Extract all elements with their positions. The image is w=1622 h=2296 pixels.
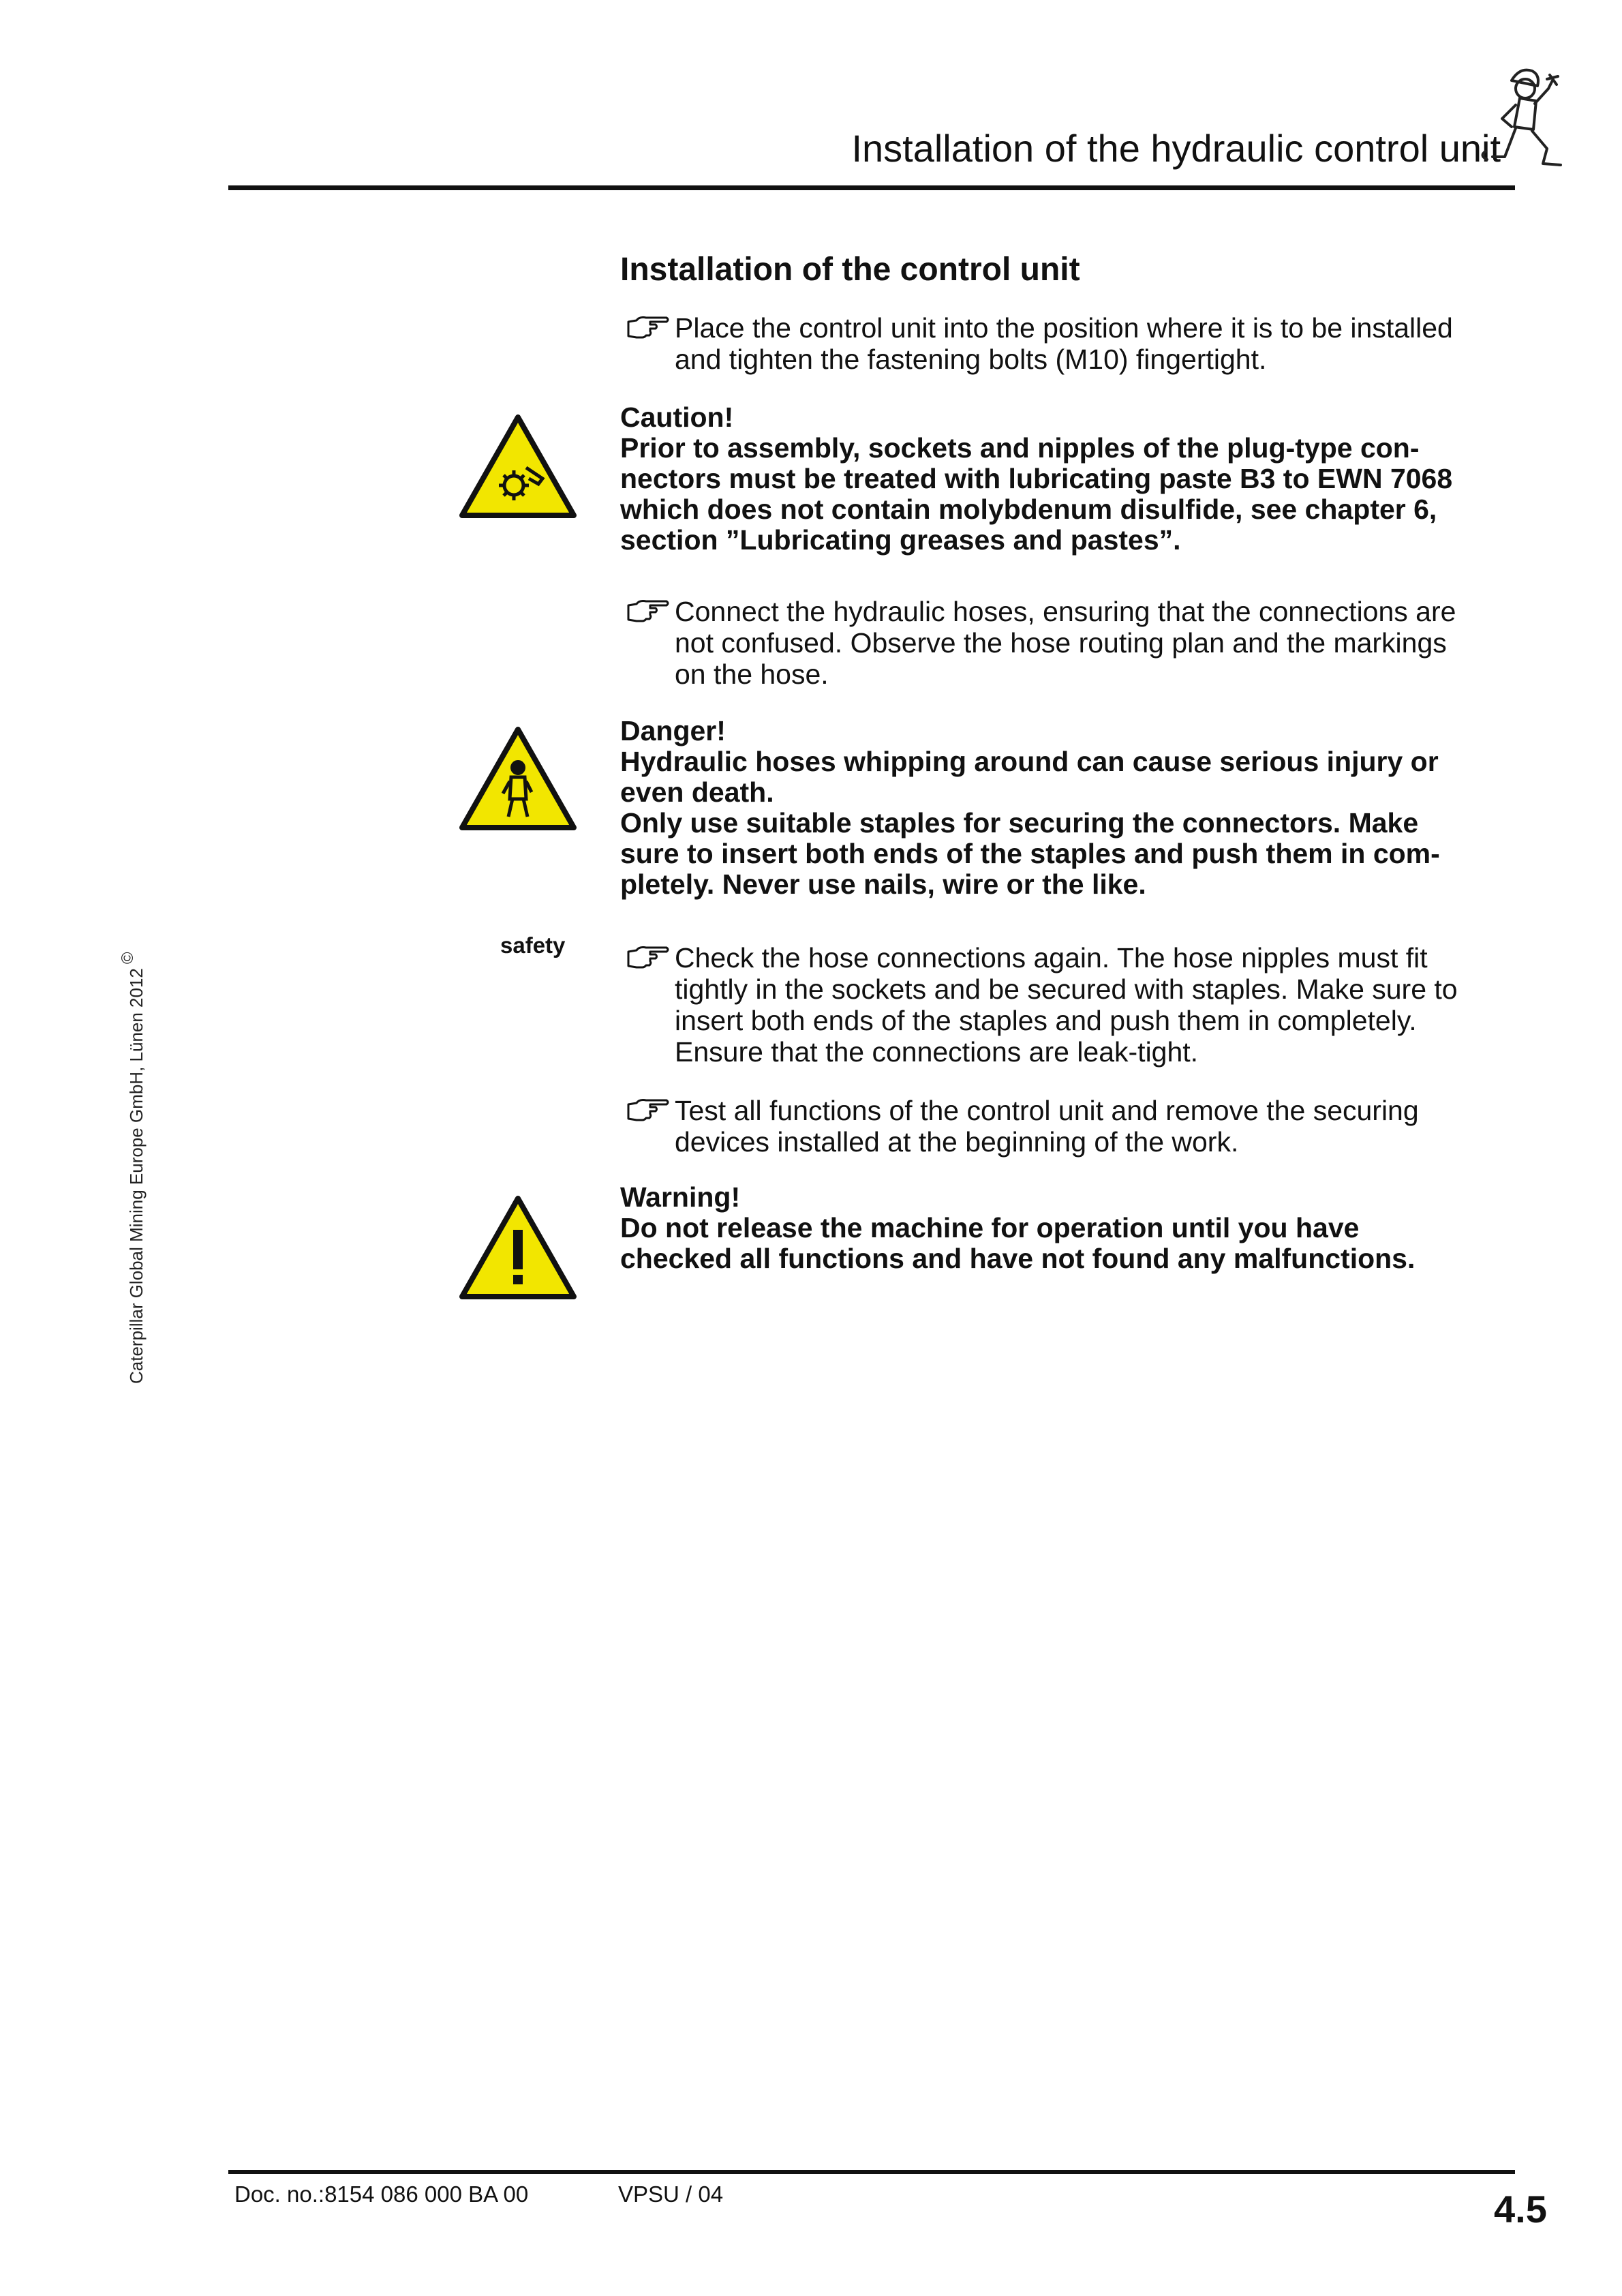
pointing-hand-icon xyxy=(626,314,671,341)
exclamation-hazard-icon xyxy=(458,1194,578,1301)
step-line: Place the control unit into the position where it is to be installed xyxy=(675,312,1453,344)
note-line: Caution! xyxy=(620,402,734,433)
note-line: pletely. Never use nails, wire or the like. xyxy=(620,868,1146,900)
step-line: Test all functions of the control unit and remove the securing xyxy=(675,1095,1419,1126)
note-line: sure to insert both ends of the staples and push them in com- xyxy=(620,838,1440,869)
step-line: on the hose. xyxy=(675,659,829,690)
step-line: Connect the hydraulic hoses, ensuring that the connections are xyxy=(675,596,1456,627)
note-line: nectors must be treated with lubricating paste B3 to EWN 7068 xyxy=(620,463,1453,494)
person-hazard-icon xyxy=(458,725,578,832)
gear-hand-hazard-icon xyxy=(458,413,578,519)
header-title: Installation of the hydraulic control unit xyxy=(851,127,1501,170)
header-rule xyxy=(228,185,1515,190)
note-line: Prior to assembly, sockets and nipples of the plug-type con- xyxy=(620,432,1420,464)
copyright-symbol: © xyxy=(119,952,137,965)
side-copyright xyxy=(119,952,147,1384)
step-line: Check the hose connections again. The hose nipples must fit xyxy=(675,942,1428,973)
note-line: checked all functions and have not found any malfunctions. xyxy=(620,1243,1416,1274)
mechanic-mascot-icon xyxy=(1472,61,1581,177)
step-line: tightly in the sockets and be secured with staples. Make sure to xyxy=(675,973,1458,1005)
warning-note xyxy=(620,1182,1533,1274)
step-line: not confused. Observe the hose routing plan and the markings xyxy=(675,627,1447,659)
note-line: even death. xyxy=(620,776,774,808)
document-number: Doc. no.:8154 086 000 BA 00 xyxy=(234,2181,529,2207)
step-line: Ensure that the connections are leak-tight. xyxy=(675,1036,1199,1068)
pointing-hand-icon xyxy=(626,1096,671,1123)
note-line: Do not release the machine for operation until you have xyxy=(620,1212,1360,1243)
page-number: 4.5 xyxy=(1494,2188,1547,2231)
instruction-step xyxy=(626,596,1532,690)
note-line: section ”Lubricating greases and pastes”. xyxy=(620,524,1181,556)
step-line: devices installed at the beginning of the work. xyxy=(675,1126,1239,1158)
instruction-step xyxy=(626,312,1532,375)
note-line: Hydraulic hoses whipping around can cause serious injury or xyxy=(620,746,1439,777)
note-line: Only use suitable staples for securing the connectors. Make xyxy=(620,807,1419,839)
step-line: and tighten the fastening bolts (M10) fingertight. xyxy=(675,344,1267,375)
copyright-text: Caterpillar Global Mining Europe GmbH, Lünen 2012 xyxy=(126,968,147,1384)
instruction-step xyxy=(626,1095,1532,1158)
danger-note xyxy=(620,716,1533,900)
step-line: insert both ends of the staples and push them in completely. xyxy=(675,1005,1417,1036)
instruction-step xyxy=(626,942,1532,1068)
footer-rule xyxy=(228,2170,1515,2174)
note-line: Danger! xyxy=(620,715,726,746)
document-reference: VPSU / 04 xyxy=(618,2181,724,2207)
margin-label-safety: safety xyxy=(500,933,566,958)
pointing-hand-icon xyxy=(626,597,671,624)
pointing-hand-icon xyxy=(626,943,671,971)
note-line: Warning! xyxy=(620,1181,741,1213)
section-title: Installation of the control unit xyxy=(620,252,1080,288)
caution-note xyxy=(620,402,1533,556)
note-line: which does not contain molybdenum disulfide, see chapter 6, xyxy=(620,494,1437,525)
